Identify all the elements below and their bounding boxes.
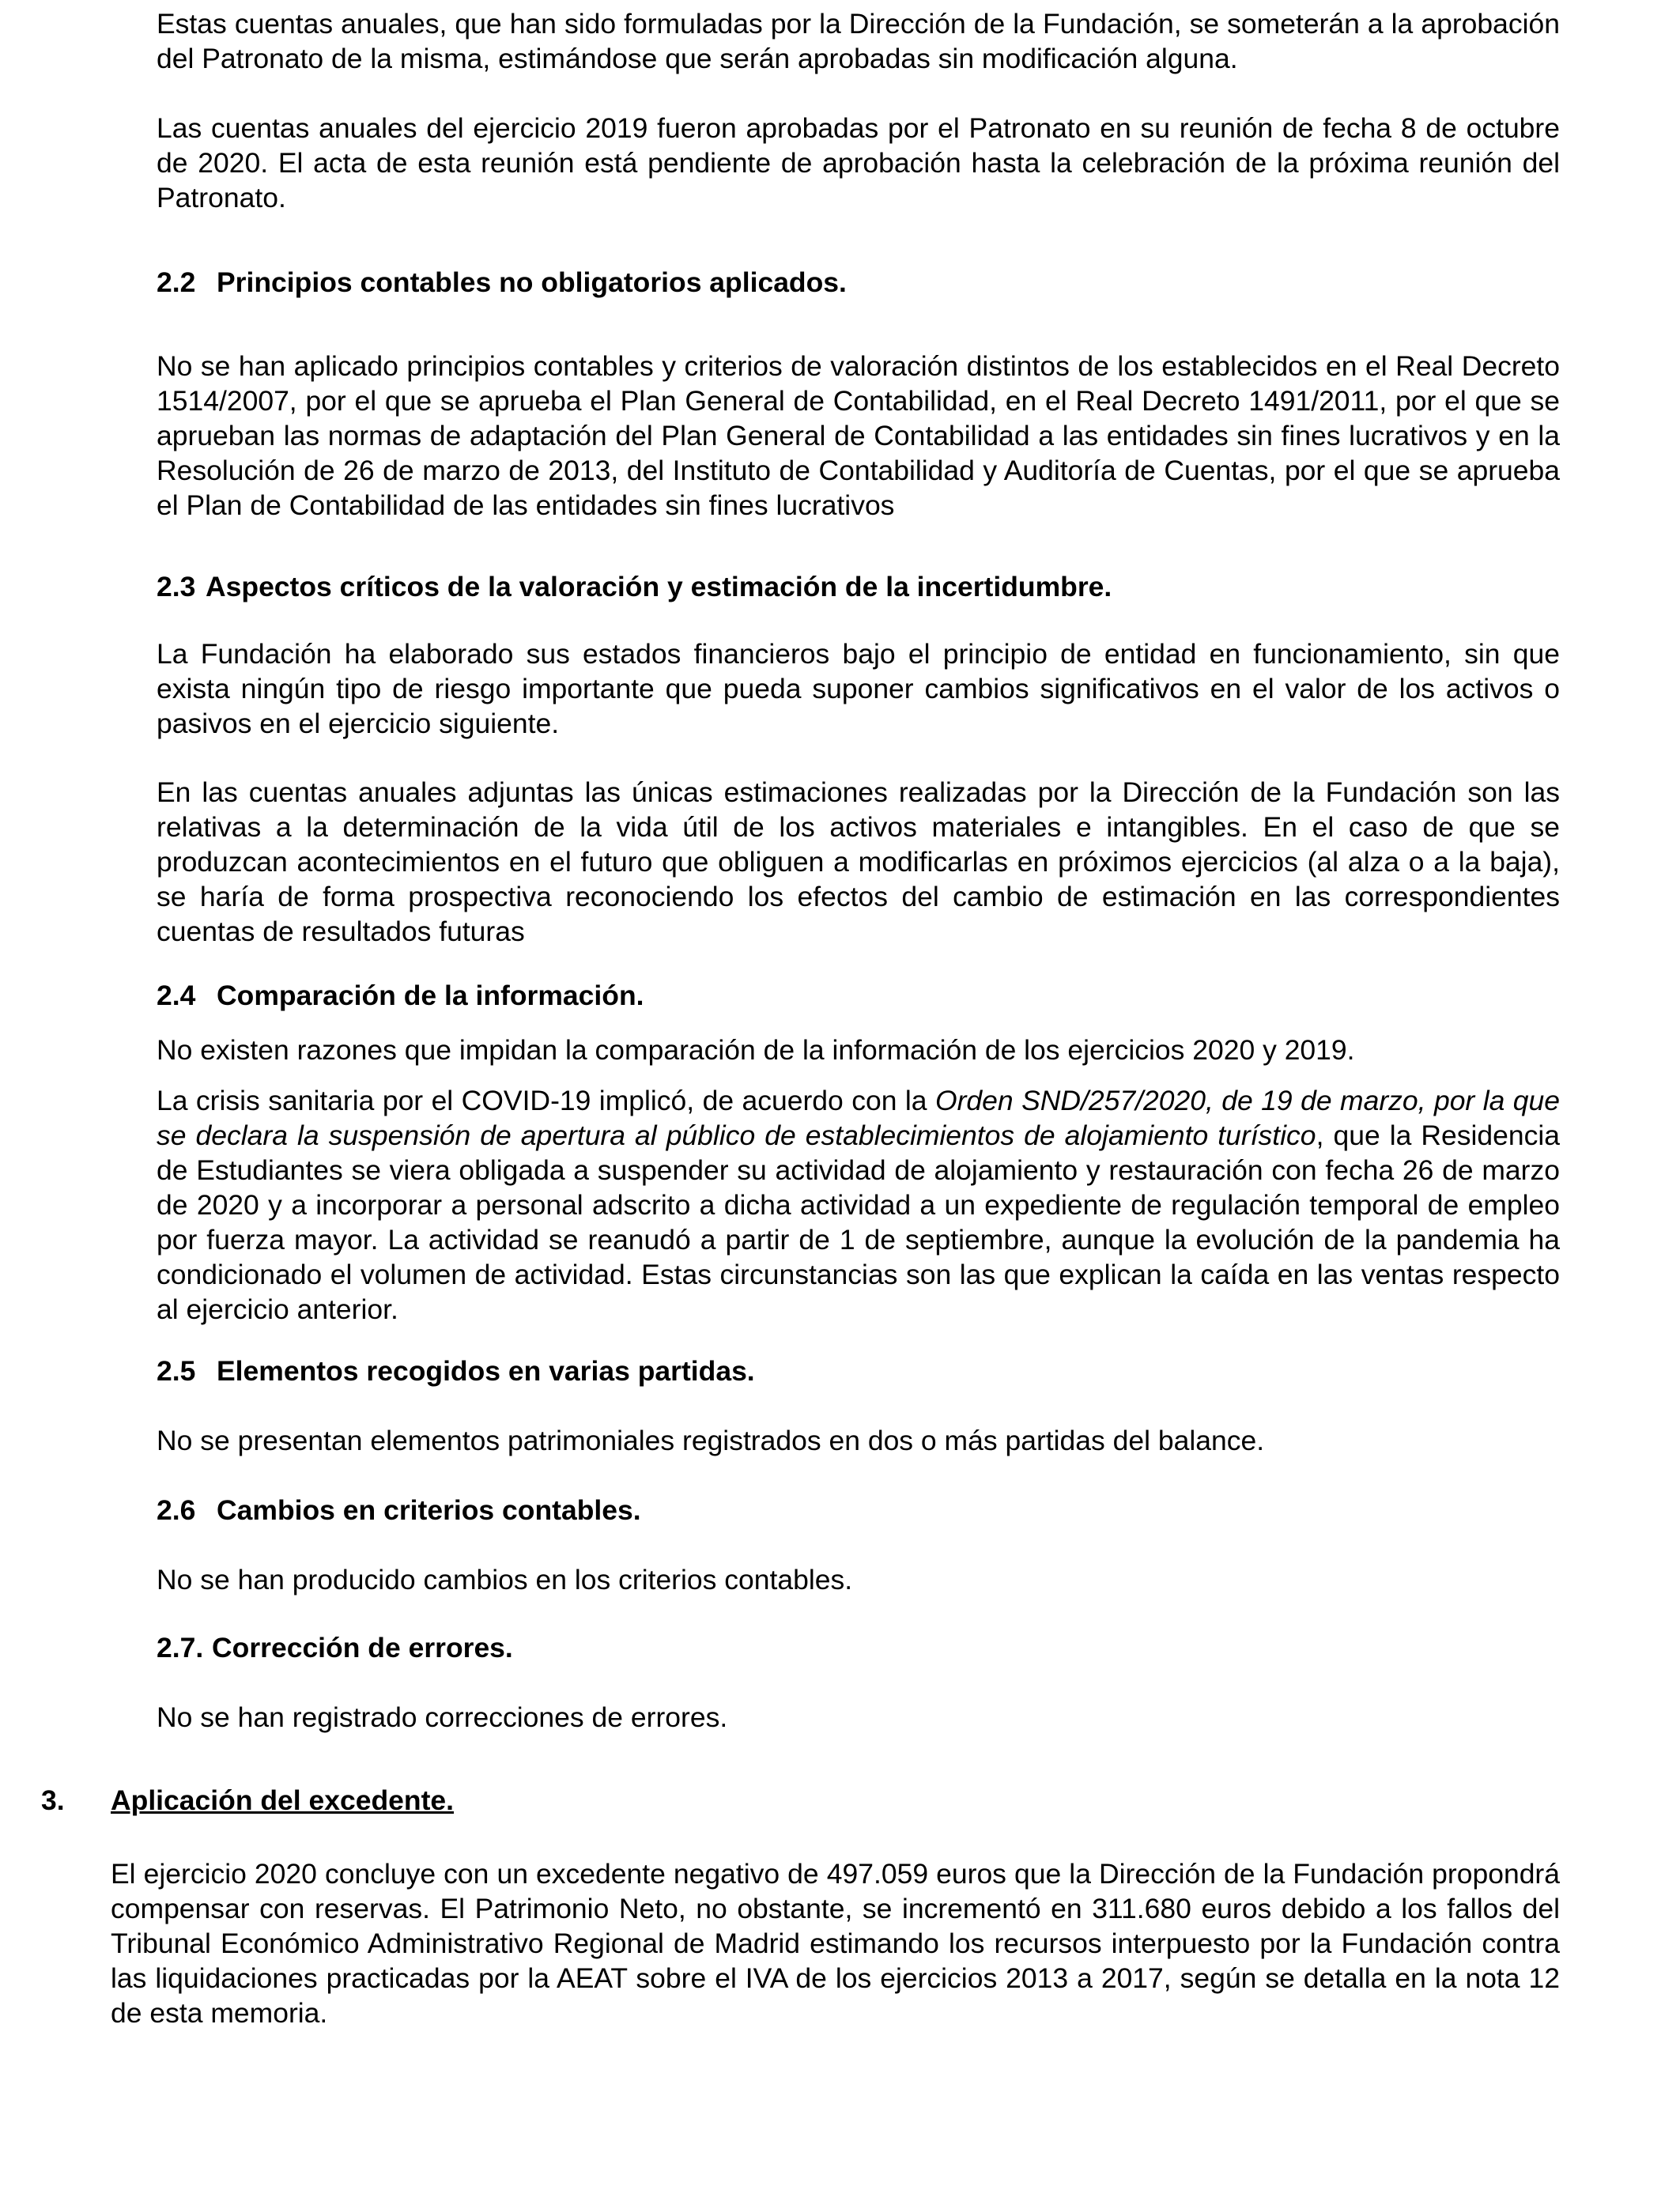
paragraph-elementos: No se presentan elementos patrimoniales registrados en dos o más partidas del balance. — [157, 1425, 1265, 1456]
section-heading-2-4 — [157, 978, 644, 1013]
paragraph-cuentas-formuladas: Estas cuentas anuales, que han sido formuladas por la Dirección de la Fundación, se someterán a la aprobación del Patronato de la misma, estimándose que serán aprobadas sin modificación alguna. — [157, 8, 1560, 74]
covid-text-start: La crisis sanitaria por el COVID-19 implicó, de acuerdo con la — [157, 1085, 935, 1116]
section-number: 2.4 — [157, 980, 196, 1011]
orden-reference: Orden SND/257/2020, de 19 de marzo, por la que se declara la suspensión de apertura al público de establecimientos de alojamiento turístico — [157, 1085, 1560, 1151]
section-heading-3 — [41, 1783, 454, 1818]
section-number: 2.2 — [157, 266, 196, 298]
section-number: 2.3 — [157, 571, 196, 602]
paragraph-entidad-funcionamiento: La Fundación ha elaborado sus estados financieros bajo el principio de entidad en funcionamiento, sin que exista ningún tipo de riesgo importante que pueda suponer cambios significativos en el valor de los activos o pasivos en el ejercicio siguiente. — [157, 638, 1560, 739]
section-title: Comparación de la información. — [217, 980, 644, 1011]
paragraph-comparacion: No existen razones que impidan la comparación de la información de los ejercicios 2020 y 2019. — [157, 1034, 1355, 1066]
section-number: 3. — [41, 1784, 65, 1816]
section-heading-2-2 — [157, 265, 847, 300]
covid-text-end: , que la Residencia de Estudiantes se viera obligada a suspender su actividad de alojamiento y restauración con fecha 26 de marzo de 2020 y a incorporar a personal adscrito a dicha actividad a un expediente de regulación temporal de empleo por fuerza mayor. La actividad se reanudó a partir de 1 de septiembre, aunque la evolución de la pandemia ha condicionado el volumen de actividad. Estas circunstancias son las que explican la caída en las ventas respecto al ejercicio anterior. — [157, 1120, 1560, 1325]
section-heading-2-5 — [157, 1354, 755, 1388]
section-heading-2-7 — [157, 1630, 513, 1665]
paragraph-cuentas-2019: Las cuentas anuales del ejercicio 2019 fueron aprobadas por el Patronato en su reunión de fecha 8 de octubre de 2020. El acta de esta reunión está pendiente de aprobación hasta la celebración de la próxima reunión del Patronato. — [157, 112, 1560, 213]
section-number: 2.7. — [157, 1632, 204, 1663]
paragraph-excedente: El ejercicio 2020 concluye con un excedente negativo de 497.059 euros que la Dirección de la Fundación propondrá compensar con reservas. El Patrimonio Neto, no obstante, se incrementó en 311.680 euros debido a los fallos del Tribunal Económico Administrativo Regional de Madrid estimando los recursos interpuesto por la Fundación contra las liquidaciones practicadas por la AEAT sobre el IVA de los ejercicios 2013 a 2017, según se detalla en la nota 12 de esta memoria. — [111, 1858, 1560, 2029]
section-heading-2-6 — [157, 1493, 641, 1527]
section-title: Elementos recogidos en varias partidas. — [217, 1355, 755, 1387]
paragraph-principios-contables: No se han aplicado principios contables y criterios de valoración distintos de los establecidos en el Real Decreto 1514/2007, por el que se aprueba el Plan General de Contabilidad, en el Real Decreto 1491/2011, por el que se aprueban las normas de adaptación del Plan General de Contabilidad a las entidades sin fines lucrativos y en la Resolución de 26 de marzo de 2013, del Instituto de Contabilidad y Auditoría de Cuentas, por el que se aprueba el Plan de Contabilidad de las entidades sin fines lucrativos — [157, 350, 1560, 521]
section-heading-2-3 — [157, 569, 1112, 604]
section-title: Aspectos críticos de la valoración y estimación de la incertidumbre. — [206, 571, 1112, 602]
paragraph-covid — [157, 1083, 1560, 1327]
paragraph-correcciones: No se han registrado correcciones de errores. — [157, 1701, 728, 1733]
section-title: Corrección de errores. — [212, 1632, 513, 1663]
section-number: 2.5 — [157, 1355, 196, 1387]
section-title: Aplicación del excedente. — [111, 1784, 455, 1816]
section-title: Cambios en criterios contables. — [217, 1494, 641, 1526]
section-title: Principios contables no obligatorios aplicados. — [217, 266, 847, 298]
paragraph-cambios-criterios: No se han producido cambios en los criterios contables. — [157, 1564, 853, 1595]
section-number: 2.6 — [157, 1494, 196, 1526]
paragraph-estimaciones: En las cuentas anuales adjuntas las únicas estimaciones realizadas por la Dirección de la Fundación son las relativas a la determinación de la vida útil de los activos materiales e intangibles. En el caso de que se produzcan acontecimientos en el futuro que obliguen a modificarlas en próximos ejercicios (al alza o a la baja), se haría de forma prospectiva reconociendo los efectos del cambio de estimación en las correspondientes cuentas de resultados futuras — [157, 776, 1560, 947]
